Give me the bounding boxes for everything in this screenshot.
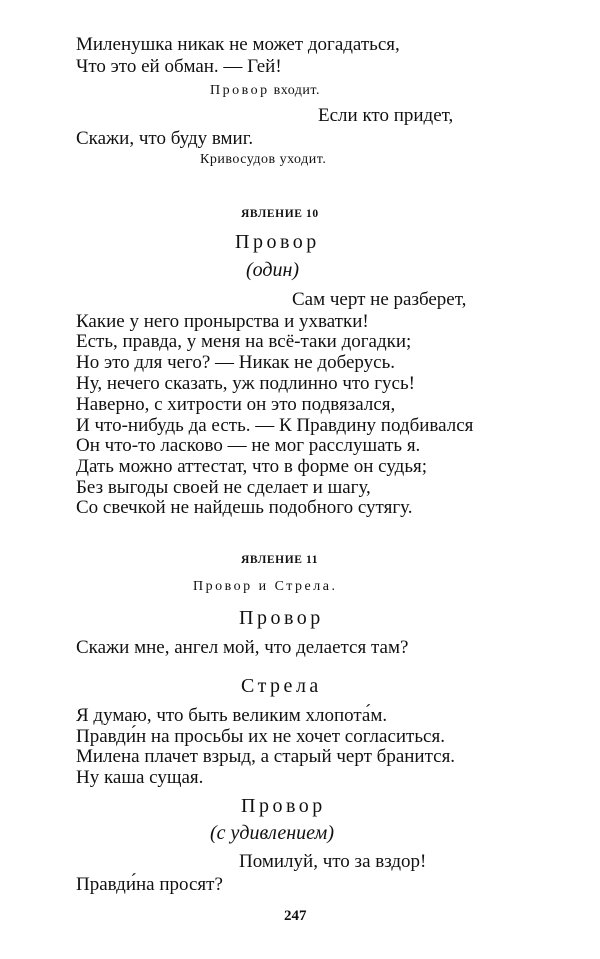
verse-line: Есть, правда, у меня на всё-таки догадки; (76, 331, 412, 352)
verse-line: И что-нибудь да есть. — К Правдину подбивался (76, 415, 474, 436)
stage-direction: Кривосудов уходит. (200, 152, 327, 167)
verse-line: Правди́н на просьбы их не хочет согласиться. (76, 726, 445, 747)
stage-direction (210, 82, 320, 100)
page-number: 247 (284, 908, 307, 924)
stage-direction-character: Провор (210, 83, 270, 98)
verse-line: Что это ей обман. — Гей! (76, 56, 282, 77)
character-name: Провор (241, 795, 326, 817)
verse-line: Миленушка никак не может догадаться, (76, 34, 400, 55)
verse-line: Милена плачет взрыд, а старый черт бранится. (76, 746, 456, 767)
verse-line: Скажи мне, ангел мой, что делается там? (76, 637, 409, 658)
character-name: Стрела (241, 675, 322, 697)
verse-line: Без выгоды своей не сделает и шагу, (76, 477, 371, 498)
verse-line: Ну каша сущая. (76, 767, 204, 788)
verse-line: Дать можно аттестат, что в форме он судья; (76, 456, 428, 477)
stage-direction-action: входит. (273, 83, 320, 98)
scene-heading: ЯВЛЕНИЕ 10 (241, 208, 319, 220)
verse-line-indented: Если кто придет, (318, 105, 454, 126)
character-name: Провор (235, 231, 320, 253)
verse-line: Он что-то ласково — не мог расслушать я. (76, 435, 421, 456)
character-name: Провор (239, 607, 324, 629)
scene-cast: Провор и Стрела. (193, 579, 338, 594)
stage-direction-italic: (один) (246, 259, 300, 281)
verse-line: Со свечкой не найдешь подобного сутягу. (76, 497, 413, 518)
verse-line: Я думаю, что быть великим хлопота́м. (76, 705, 388, 726)
verse-line: Наверно, с хитрости он это подвязался, (76, 394, 396, 415)
scene-heading: ЯВЛЕНИЕ 11 (241, 554, 319, 566)
verse-line: Скажи, что буду вмиг. (76, 128, 254, 149)
verse-line: Ну, нечего сказать, уж подлинно что гусь! (76, 373, 415, 394)
verse-line-indented: Помилуй, что за вздор! (239, 851, 427, 872)
verse-line: Какие у него пронырства и ухватки! (76, 311, 369, 332)
verse-line-indented: Сам черт не разберет, (292, 289, 467, 310)
verse-line: Правди́на просят? (76, 874, 223, 895)
stage-direction-italic: (с удивлением) (210, 822, 334, 844)
verse-line: Но это для чего? — Никак не доберусь. (76, 352, 396, 373)
